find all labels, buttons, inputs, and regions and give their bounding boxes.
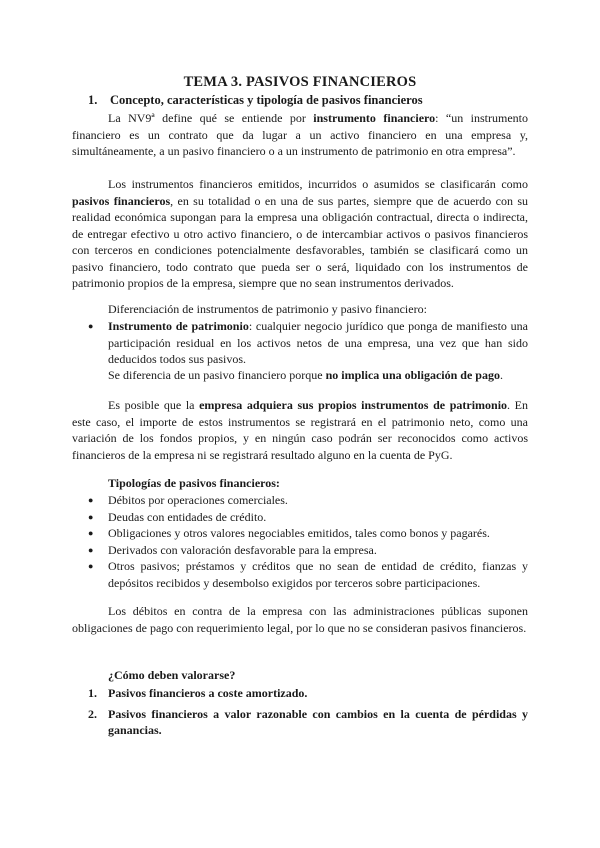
section-number: 1. <box>88 93 98 107</box>
item-text: Pasivos financieros a valor razonable con cambios en la cuenta de pérdidas y ganancias. <box>108 706 528 737</box>
patrimonio-list <box>88 318 528 368</box>
text-run: : cualquier negocio jurídico que ponga de manifiesto una participación residual en los activos netos de una empresa, una vez que han sido deducidos todos sus pasivos. <box>108 319 528 366</box>
section-title: Concepto, características y tipología de pasivos financieros <box>110 93 423 107</box>
valorarse-list <box>88 685 528 743</box>
tipologias-list <box>88 492 528 591</box>
paragraph-own-instruments <box>72 397 528 463</box>
bold-term: empresa adquiera sus propios instrumentos de patrimonio <box>199 398 508 412</box>
list-item <box>88 318 528 368</box>
page-title: TEMA 3. PASIVOS FINANCIEROS <box>183 74 417 90</box>
section-heading-1 <box>88 93 423 108</box>
list-item: ● Deudas con entidades de crédito. <box>88 509 528 526</box>
item-number: 1. <box>88 686 97 700</box>
list-item: ● Otros pasivos; préstamos y créditos que no sean de entidad de crédito, fianzas y depósitos recibidos y desembolso exigidos por terceros sobre participaciones. <box>88 558 528 591</box>
text-run: . En este caso, el importe de estos instrumentos se registrará en el patrimonio neto, como una variación de los fondos propios, y en ningún caso podrán ser reconocidos como activos financieros de la empresa ni se registrará resultado alguno en la cuenta de PyG. <box>72 398 528 462</box>
valorarse-heading: ¿Cómo deben valorarse? <box>108 668 236 682</box>
text-run: La NV9ª define qué se entiende por <box>108 111 314 125</box>
bold-term: no implica una obligación de pago <box>325 368 500 382</box>
text-run: Se diferencia de un pasivo financiero porque <box>108 368 326 382</box>
bold-term: Instrumento de patrimonio <box>108 319 249 333</box>
paragraph-classification <box>72 176 528 292</box>
paragraph-definition <box>72 110 528 160</box>
paragraph-differentiation: Diferenciación de instrumentos de patrimonio y pasivo financiero: <box>108 302 427 316</box>
text-run: , en su totalidad o en una de sus partes, siempre que de acuerdo con su realidad económica supongan para la empresa una obligación contractual, directa o indirecta, de entregar efectivo u otro activo financiero, o de intercambiar activos o pasivos financieros con terceros en condiciones potencialmente desfavorables, también se clasificará como un pasivo financiero, todo contrato que pueda ser o será, liquidado con los instrumentos de patrimonio propios de la empresa, siempre que no sean instrumentos derivados. <box>72 193 528 290</box>
tipologias-heading: Tipologías de pasivos financieros: <box>108 476 280 490</box>
list-item: ● Débitos por operaciones comerciales. <box>88 492 528 509</box>
paragraph-public-admin: Los débitos en contra de la empresa con las administraciones públicas suponen obligaciones de pago con requerimiento legal, por lo que no se consideran pasivos financieros. <box>72 604 528 635</box>
bold-term: instrumento financiero <box>313 111 436 125</box>
text-run: . <box>499 368 503 382</box>
list-item: ● Derivados con valoración desfavorable para la empresa. <box>88 542 528 559</box>
text-run: : “un instrumento financiero es un contrato que da lugar a un activo financiero en una empresa y, simultáneamente, a un pasivo financiero o a un instrumento de patrimonio en otra empresa”. <box>72 111 528 158</box>
list-item <box>88 685 528 702</box>
bold-term: pasivos financieros <box>72 193 171 208</box>
text-run: Los instrumentos financieros emitidos, incurridos o asumidos se clasificarán como <box>108 177 528 191</box>
item-number: 2. <box>88 706 97 721</box>
paragraph-difference <box>108 367 528 384</box>
text-run: Es posible que la <box>108 398 200 412</box>
item-text: Pasivos financieros a coste amortizado. <box>108 686 308 700</box>
list-item <box>88 706 528 739</box>
list-item: ● Obligaciones y otros valores negociables emitidos, tales como bonos y pagarés. <box>88 525 528 542</box>
